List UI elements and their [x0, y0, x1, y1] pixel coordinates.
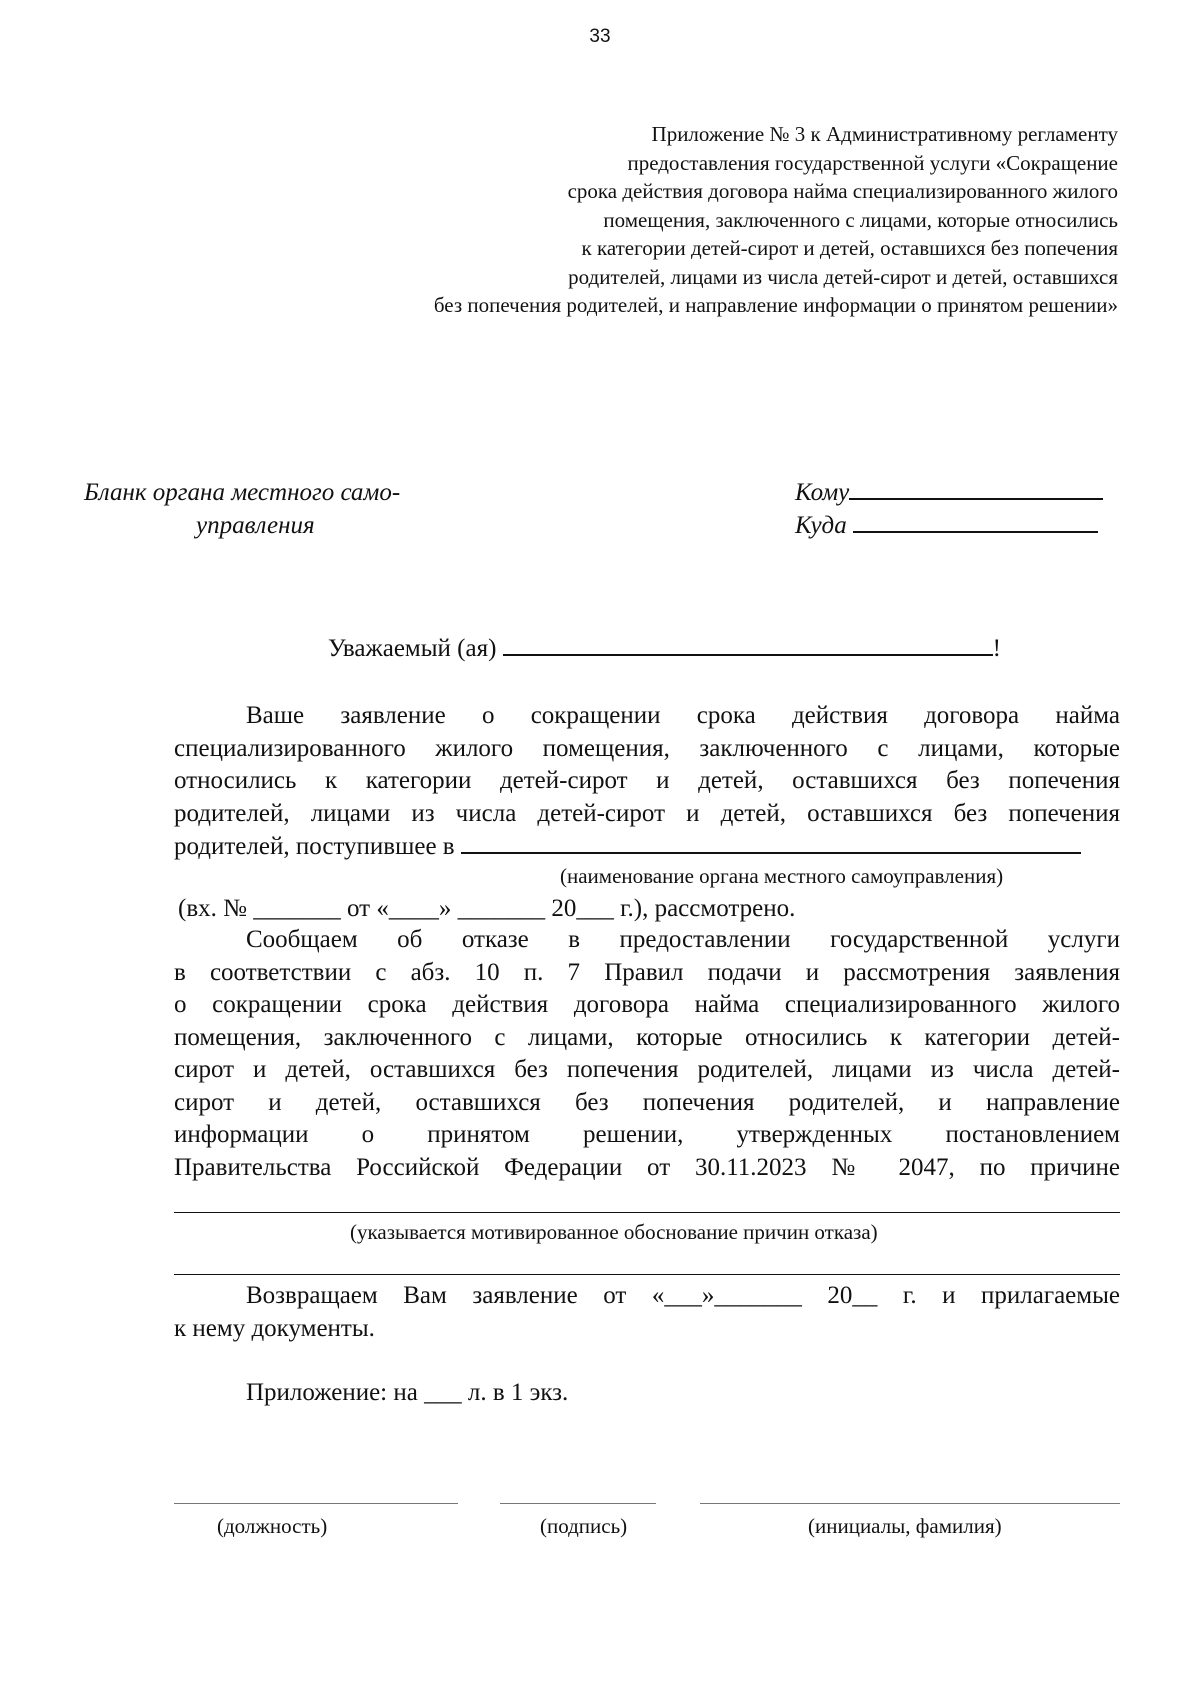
letterhead-line: управления [196, 512, 315, 539]
recipient-block [795, 476, 1103, 542]
name-blank-line [700, 1503, 1120, 1504]
registration-line: (вх. № _______ от «____» _______ 20___ г.), рассмотрено. [178, 895, 796, 922]
text-line: к нему документы. [174, 1314, 375, 1342]
signature-caption: (подпись) [540, 1514, 628, 1538]
recipient-where [795, 509, 1103, 542]
to-label: Кому [795, 479, 850, 506]
where-label: Куда [795, 512, 847, 539]
letterhead-placeholder [84, 476, 400, 542]
text-line: Правительства Российской Федерации от 30.11.2023 № 2047, по причине [174, 1153, 1120, 1181]
paragraph-2 [174, 924, 1120, 1184]
text-fragment: родителей, поступившее в [174, 833, 455, 860]
name-caption: (инициалы, фамилия) [808, 1514, 1002, 1538]
authority-caption: (наименование органа местного самоуправления) [560, 864, 1004, 888]
annex-line: к категории детей-сирот и детей, оставшихся без попечения [581, 236, 1118, 260]
text-line: Ваше заявление о сокращении срока действия договора найма [246, 702, 1120, 729]
text-line: о сокращении срока действия договора найма специализированного жилого [174, 991, 1120, 1018]
paragraph-1 [174, 700, 1120, 864]
annex-line: предоставления государственной услуги «Сокращение [627, 150, 1118, 175]
text-line [174, 830, 1120, 864]
annex-line: срока действия договора найма специализированного жилого [567, 179, 1118, 203]
signature-blank-line [500, 1503, 656, 1504]
to-blank-line [849, 476, 1103, 500]
where-blank-line [853, 509, 1098, 533]
reason-blank-line-2 [174, 1274, 1120, 1275]
text-line: родителей, лицами из числа детей-сирот и детей, оставшихся без попечения [174, 799, 1120, 827]
text-line: в соответствии с абз. 10 п. 7 Правил подачи и рассмотрения заявления [174, 958, 1120, 986]
authority-blank-line [461, 830, 1081, 854]
attachment-line: Приложение: на ___ л. в 1 экз. [246, 1379, 569, 1406]
annex-line: без попечения родителей, и направление информации о принятом решении» [433, 293, 1118, 317]
annex-line: помещения, заключенного с лицами, которые относились [603, 207, 1118, 232]
annex-line: Приложение № 3 к Административному регламенту [651, 122, 1118, 146]
position-caption: (должность) [217, 1514, 328, 1538]
recipient-to [795, 476, 1103, 509]
text-line: сирот и детей, оставшихся без попечения родителей, лицами из числа детей- [174, 1056, 1120, 1083]
greeting-exclamation: ! [992, 635, 1001, 662]
annex-line: родителей, лицами из числа детей-сирот и детей, оставшихся [568, 264, 1118, 289]
position-blank-line [174, 1503, 458, 1504]
text-line: Сообщаем об отказе в предоставлении государственной услуги [246, 926, 1120, 953]
text-line: помещения, заключенного с лицами, которые относились к категории детей- [174, 1023, 1120, 1051]
text-line: информации о принятом решении, утвержденных постановлением [174, 1121, 1120, 1148]
text-line: Возвращаем Вам заявление от «___»_______ 20__ г. и прилагаемые [246, 1282, 1120, 1309]
text-line: специализированного жилого помещения, заключенного с лицами, которые [174, 734, 1120, 762]
greeting-text: Уважаемый (ая) [328, 635, 497, 662]
addressee-blank-line [503, 632, 993, 656]
annex-header [434, 120, 1118, 320]
greeting [328, 632, 1001, 663]
reason-blank-line [174, 1212, 1120, 1213]
reason-caption: (указывается мотивированное обоснование причин отказа) [350, 1220, 878, 1244]
letterhead-line: Бланк органа местного само- [84, 479, 401, 506]
paragraph-3 [174, 1280, 1120, 1345]
text-line: относились к категории детей-сирот и детей, оставшихся без попечения [174, 767, 1120, 794]
page-number: 33 [589, 26, 611, 47]
text-line: сирот и детей, оставшихся без попечения родителей, и направление [174, 1088, 1120, 1116]
